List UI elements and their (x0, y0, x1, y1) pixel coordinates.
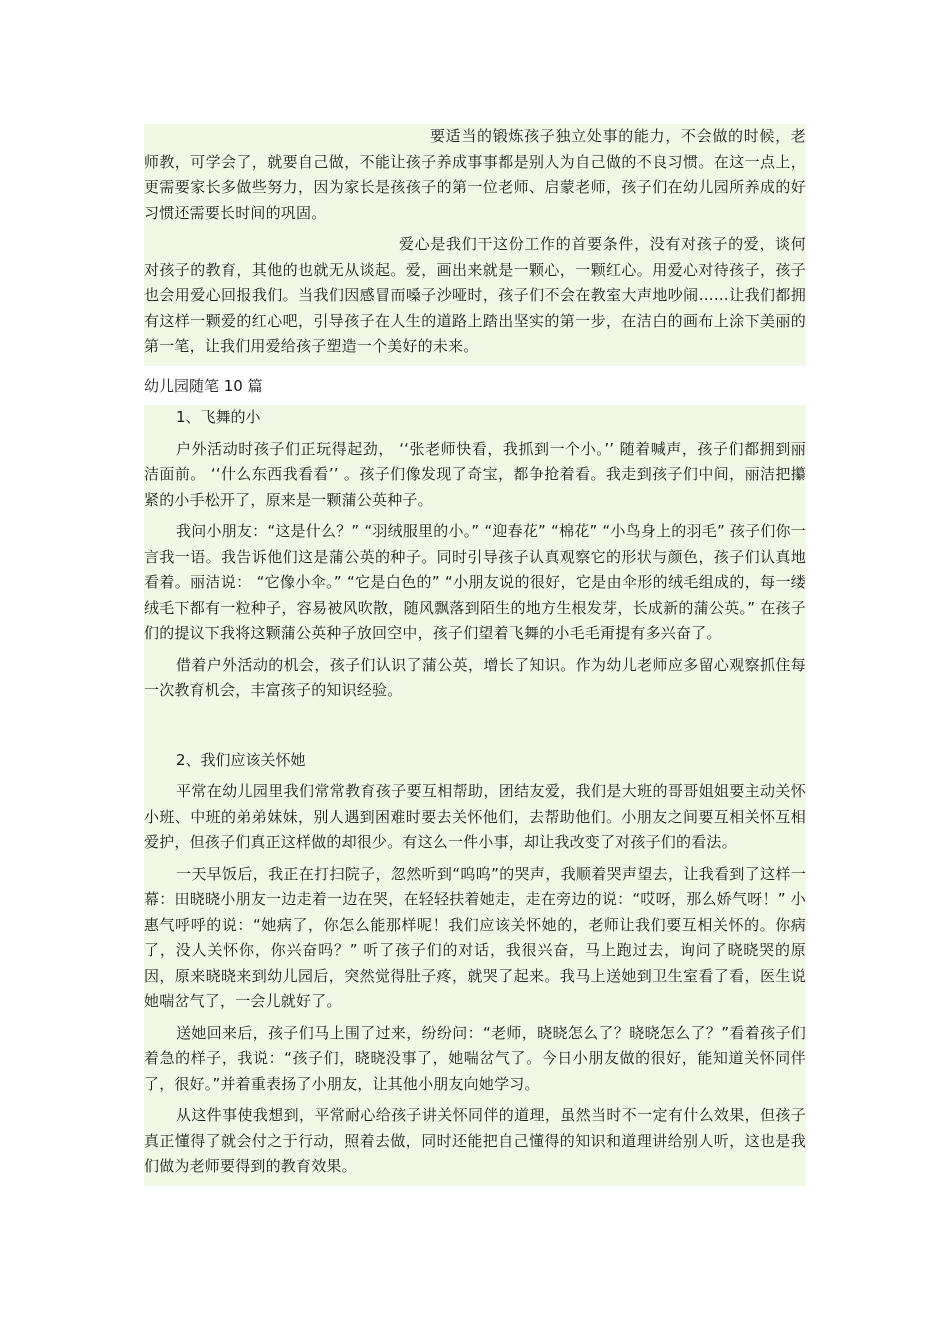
story-2-paragraph: 送她回来后，孩子们马上围了过来，纷纷问：“老师，晓晓怎么了？晓晓怎么了？”看着孩子们着急的样子，我说：“孩子们，晓晓没事了，她喘岔气了。今日小朋友做的很好，能知道关怀同伴了，很好。”并着重表扬了小朋友，让其他小朋友向她学习。 (144, 1023, 806, 1093)
intro-block (144, 124, 806, 366)
story-1-paragraph: 我问小朋友：“这是什么？” “羽绒服里的小。” “迎春花” “棉花” “小鸟身上的羽毛” 孩子们你一言我一语。我告诉他们这是蒲公英的种子。同时引导孩子认真观察它的形状与颜色，孩子们认真地看着。丽洁说： “它像小伞。” “它是白色的” “小朋友说的很好，它是由伞形的绒毛组成的，每一缕绒毛下都有一粒种子，容易被风吹散，随风飘落到陌生的地方生根发芽，长成新的蒲公英。” 在孩子们的提议下我将这颗蒲公英种子放回空中，孩子们望着飞舞的小毛毛甭提有多兴奋了。 (144, 522, 806, 642)
story-1-paragraph: 户外活动时孩子们正玩得起劲， ‘‘张老师快看，我抓到一个小。’’ 随着喊声，孩子们都拥到丽洁面前。 ‘‘什么东西我看看’’ 。孩子们像发现了奇宝，都争抢着看。我走到孩子们中间，丽洁把攥紧的小手松开了，原来是一颗蒲公英种子。 (144, 439, 806, 509)
story-2-title: 2、我们应该关怀她 (176, 750, 306, 769)
story-1-title: 1、飞舞的小 (176, 408, 261, 426)
story-2-paragraph: 一天早饭后，我正在打扫院子，忽然听到“呜呜”的哭声，我顺着哭声望去，让我看到了这样一幕：田晓晓小朋友一边走着一边在哭，在轻轻扶着她走，走在旁边的说：“哎呀，那么娇气呀！” 小惠气呼呼的说：“她病了，你怎么能那样呢！我们应该关怀她的，老师让我们要互相关怀的。你病了，没人关怀你，你兴奋吗？” 听了孩子们的对话，我很兴奋，马上跑过去，询问了晓晓哭的原因，原来晓晓来到幼儿园后，突然觉得肚子疼，就哭了起来。我马上送她到卫生室看了看，医生说她喘岔气了，一会儿就好了。 (144, 864, 806, 1010)
intro-paragraph-1: 要适当的锻炼孩子独立处事的能力，不会做的时候，老师教，可学会了，就要自己做，不能让孩子养成事事都是别人为自己做的不良习惯。在这一点上，更需要家长多做些努力，因为家长是孩孩子的第一位老师、启蒙老师，孩子们在幼儿园所养成的好习惯还需要长时间的巩固。 (144, 127, 806, 222)
document-page (144, 124, 806, 1186)
section-title: 幼儿园随笔 10 篇 (144, 376, 263, 395)
intro-paragraph-2: 爱心是我们干这份工作的首要条件，没有对孩子的爱，谈何对孩子的教育，其他的也就无从谈起。爱，画出来就是一颗心，一颗红心。用爱心对待孩子，孩子也会用爱心回报我们。当我们因感冒而嗓子沙哑时，孩子们不会在教室大声地吵闹……让我们都拥有这样一颗爱的红心吧，引导孩子在人生的道路上踏出坚实的第一步，在洁白的画布上涂下美丽的第一笔，让我们用爱给孩子塑造一个美好的未来。 (144, 235, 806, 355)
story-1-paragraph: 借着户外活动的机会，孩子们认识了蒲公英，增长了知识。作为幼儿老师应多留心观察抓住每一次教育机会，丰富孩子的知识经验。 (144, 655, 806, 699)
story-2-paragraph: 平常在幼儿园里我们常常教育孩子要互相帮助，团结友爱，我们是大班的哥哥姐姐要主动关怀小班、中班的弟弟妹妹，别人遇到困难时要去关怀他们，去帮助他们。小朋友之间要互相关怀互相爱护，但孩子们真正这样做的却很少。有这么一件小事，却让我改变了对孩子们的看法。 (144, 782, 806, 851)
spacer (144, 710, 806, 748)
story-2-paragraph: 从这件事使我想到，平常耐心给孩子讲关怀同伴的道理，虽然当时不一定有什么效果，但孩子真正懂得了就会付之于行动，照着去做，同时还能把自己懂得的知识和道理讲给别人听，这也是我们做为老师要得到的教育效果。 (144, 1106, 806, 1175)
story-1 (144, 405, 806, 1186)
